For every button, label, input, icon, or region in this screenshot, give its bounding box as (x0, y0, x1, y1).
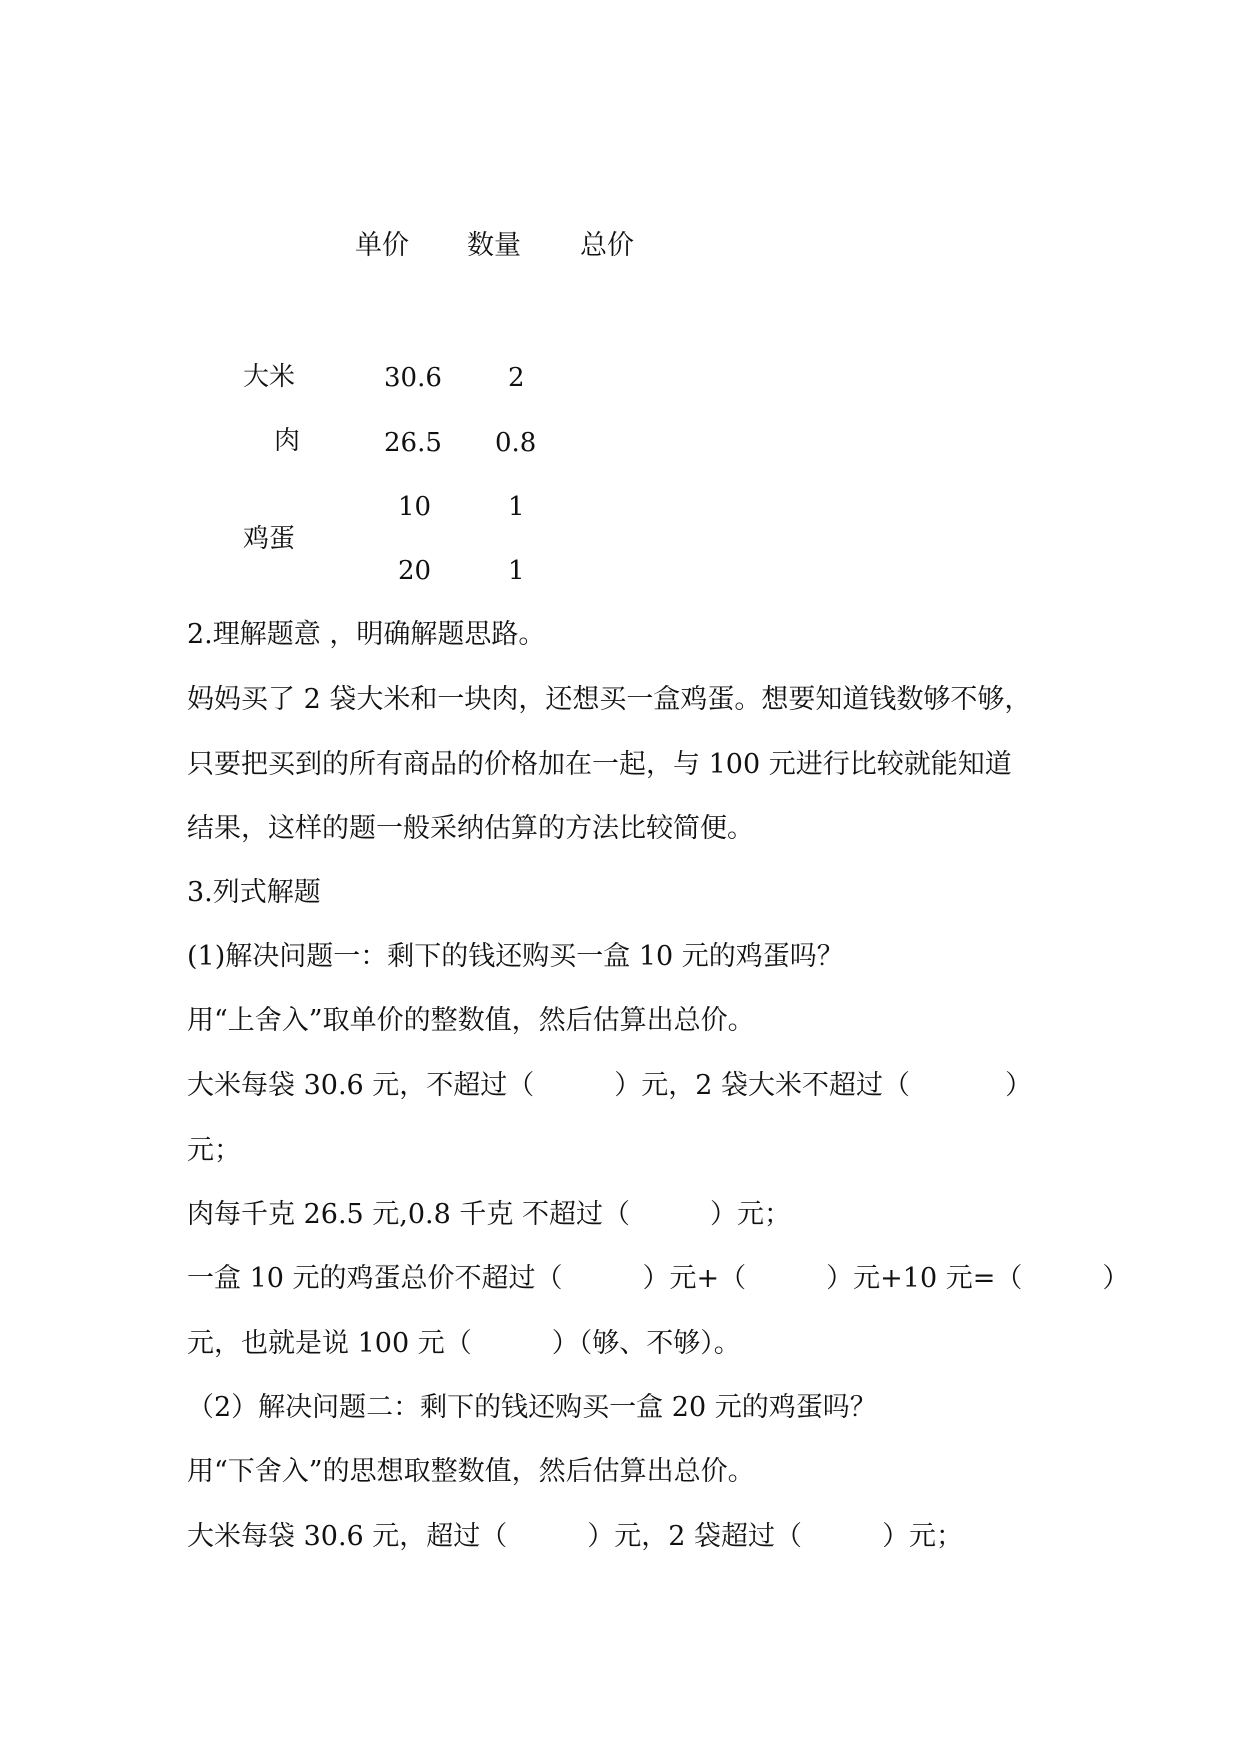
egg-option-1-unit-price: 10 (398, 492, 432, 522)
paragraph-line-3: 结果，这样的题一般采纳估算的方法比较简便。 (187, 813, 754, 844)
fill-text: 大米每袋 30.6 元，不超过（ (187, 1070, 535, 1101)
fill-line-meat-upper (187, 1201, 791, 1228)
fill-text: ）元； (882, 1521, 964, 1552)
fill-line-conclusion-1 (187, 1330, 741, 1357)
fill-line-rice-lower (187, 1523, 963, 1550)
question-2-heading: （2）解决问题二：剩下的钱还购买一盒 20 元的鸡蛋吗？ (187, 1392, 877, 1423)
rice-quantity: 2 (508, 363, 525, 393)
question-1-heading: (1)解决问题一：剩下的钱还购买一盒 10 元的鸡蛋吗？ (187, 941, 844, 972)
header-quantity: 数量 (467, 230, 521, 261)
question-2-method: 用“下舍入”的思想取整数值，然后估算出总价。 (187, 1456, 755, 1487)
paragraph-line-1: 妈妈买了 2 袋大米和一块肉，还想买一盒鸡蛋。想要知道钱数够不够， (187, 684, 1032, 715)
section-2-heading: 2.理解题意 ，明确解题思路。 (187, 619, 546, 650)
meat-unit-price: 26.5 (384, 428, 442, 458)
rice-unit-price: 30.6 (384, 363, 442, 393)
fill-text: ）元+10 元=（ (826, 1263, 1023, 1294)
row-item-meat: 肉 (274, 426, 301, 456)
fill-text: ）（够、不够）。 (551, 1328, 741, 1359)
meat-quantity: 0.8 (495, 428, 537, 458)
egg-option-2-quantity: 1 (508, 556, 525, 586)
fill-text: ） (1005, 1070, 1033, 1101)
fill-text: 大米每袋 30.6 元，超过（ (187, 1521, 508, 1552)
fill-text: ）元，2 袋大米不超过（ (614, 1070, 911, 1101)
header-total-price: 总价 (580, 230, 634, 261)
row-item-egg: 鸡蛋 (243, 524, 296, 554)
fill-line-unit: 元； (187, 1135, 241, 1166)
fill-text: ） (1102, 1263, 1130, 1294)
fill-text: ）元，2 袋超过（ (587, 1521, 803, 1552)
egg-option-1-quantity: 1 (508, 492, 525, 522)
section-3-heading: 3.列式解题 (187, 877, 321, 908)
header-unit-price: 单价 (355, 230, 409, 261)
fill-line-total-upper (187, 1265, 1129, 1292)
fill-text: 元，也就是说 100 元（ (187, 1328, 472, 1359)
fill-text: 一盒 10 元的鸡蛋总价不超过（ (187, 1263, 563, 1294)
fill-line-rice-upper (187, 1072, 1032, 1099)
fill-text: ）元+（ (642, 1263, 747, 1294)
egg-option-2-unit-price: 20 (398, 556, 432, 586)
fill-text: 肉每千克 26.5 元,0.8 千克 不超过（ (187, 1199, 630, 1230)
row-item-rice: 大米 (243, 362, 296, 392)
question-1-method: 用“上舍入”取单价的整数值，然后估算出总价。 (187, 1005, 755, 1036)
fill-text: ）元； (709, 1199, 791, 1230)
paragraph-line-2: 只要把买到的所有商品的价格加在一起，与 100 元进行比较就能知道 (187, 749, 1012, 780)
